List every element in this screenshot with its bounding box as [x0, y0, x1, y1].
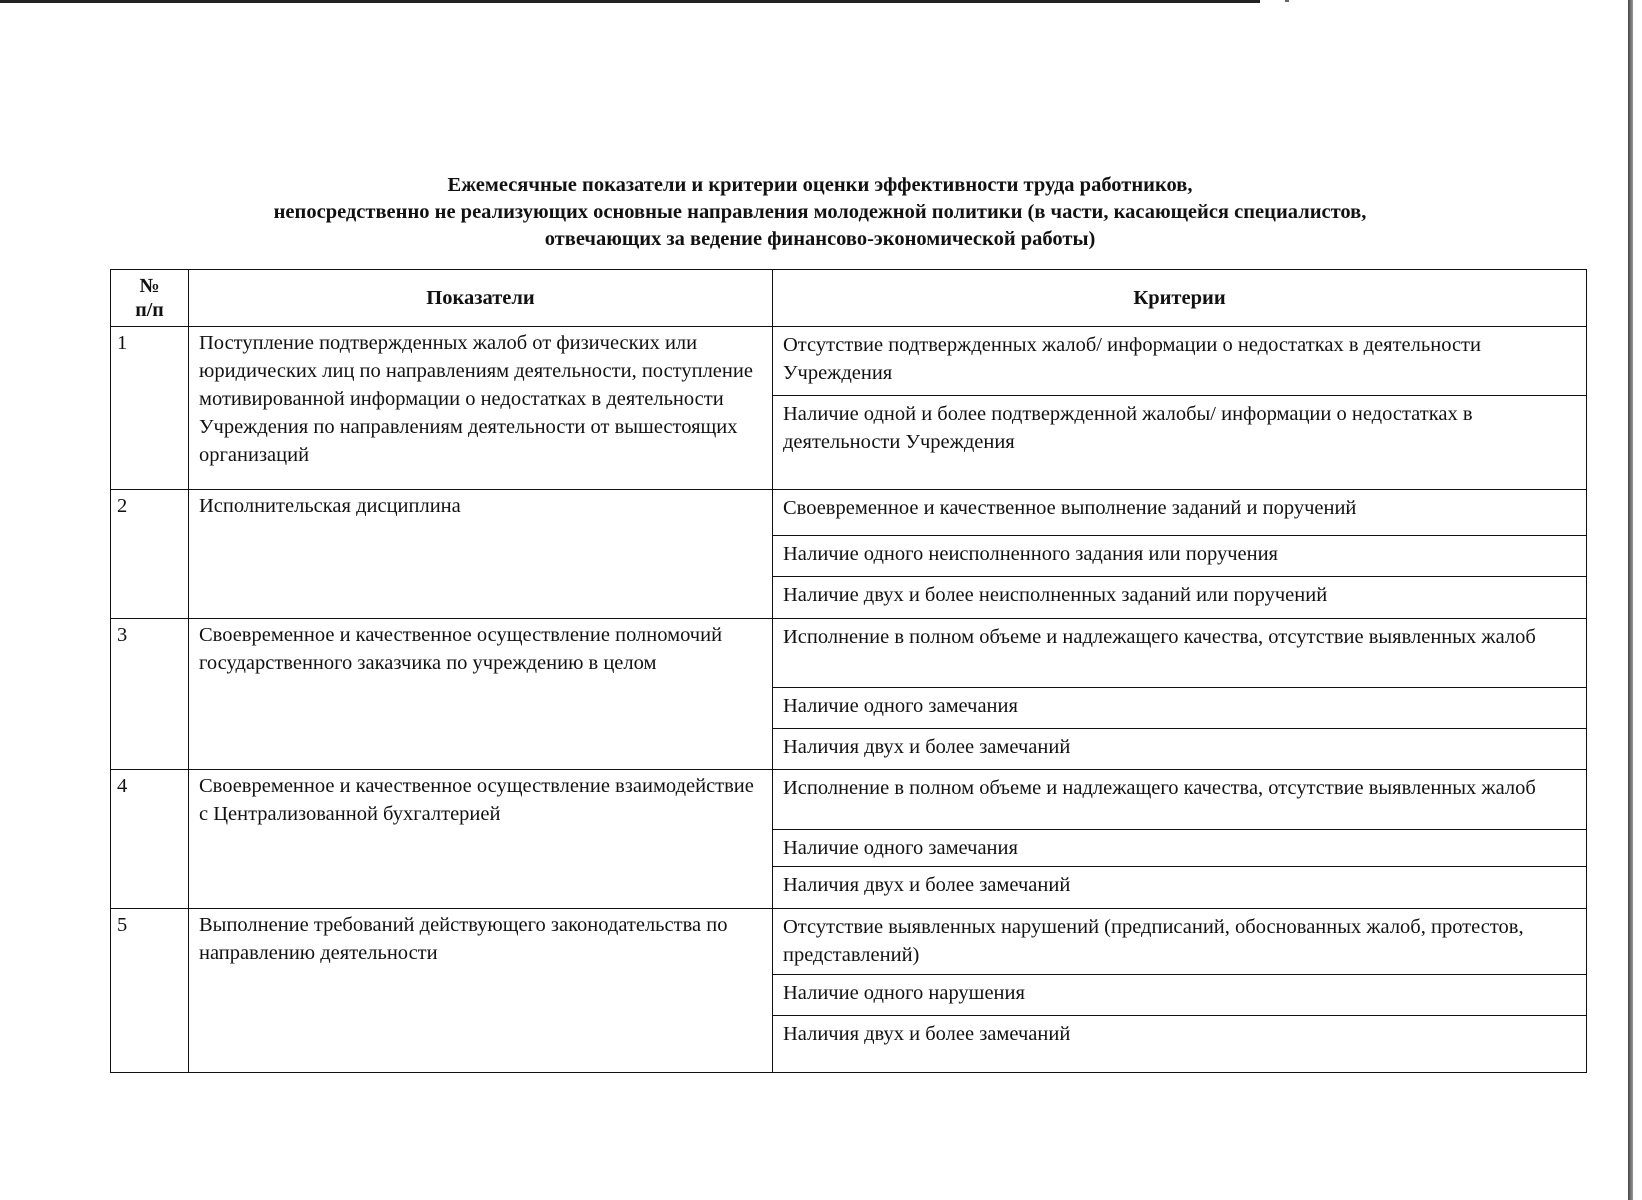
table-row — [111, 490, 1587, 619]
criteria-item: Наличие одного замечания — [773, 830, 1586, 867]
criteria-list — [773, 490, 1586, 618]
criteria-item: Своевременное и качественное выполнение заданий и поручений — [773, 490, 1586, 536]
criteria-item: Исполнение в полном объеме и надлежащего качества, отсутствие выявленных жалоб — [773, 770, 1586, 830]
table-header-row — [111, 270, 1587, 327]
header-num-symbol: № — [139, 275, 160, 297]
criteria-item: Отсутствие подтвержденных жалоб/ информации о недостатках в деятельности Учреждения — [773, 327, 1586, 396]
criteria-table — [110, 269, 1587, 1073]
criteria-item: Наличия двух и более замечаний — [783, 1023, 1071, 1045]
title-line-1: Ежемесячные показатели и критерии оценки эффективности труда работников, — [447, 174, 1193, 196]
criteria-list — [773, 327, 1586, 489]
criteria-cell — [773, 770, 1587, 909]
scan-top-border-line — [0, 0, 1260, 3]
indicator-cell: Исполнительская дисциплина — [189, 490, 773, 619]
row-number: 1 — [111, 327, 189, 490]
criteria-item: Наличие двух и более неисполненных заданий или поручений — [783, 584, 1328, 606]
indicator-cell: Поступление подтвержденных жалоб от физических или юридических лиц по направлениям деятельности, поступление мотивированной информации о недостатках в деятельности Учреждения по направлениям деятельности от вышестоящих организаций — [189, 327, 773, 490]
row-number: 3 — [111, 619, 189, 770]
header-criteria: Критерии — [773, 270, 1587, 327]
header-num — [111, 270, 189, 327]
criteria-cell — [773, 490, 1587, 619]
indicator-cell: Выполнение требований действующего законодательства по направлению деятельности — [189, 909, 773, 1073]
criteria-list — [773, 770, 1586, 908]
row-number: 5 — [111, 909, 189, 1073]
table-row — [111, 770, 1587, 909]
table-row — [111, 327, 1587, 490]
row-number: 4 — [111, 770, 189, 909]
title-line-3: отвечающих за ведение финансово-экономической работы) — [544, 228, 1096, 250]
indicator-cell: Своевременное и качественное осуществление полномочий государственного заказчика по учреждению в целом — [189, 619, 773, 770]
header-indicators: Показатели — [189, 270, 773, 327]
criteria-list — [773, 619, 1586, 769]
row-number: 2 — [111, 490, 189, 619]
criteria-item: Наличие одного нарушения — [773, 975, 1586, 1016]
scan-right-edge-shadow — [1628, 0, 1633, 1200]
scan-speck — [1285, 0, 1289, 2]
criteria-cell — [773, 619, 1587, 770]
table-row — [111, 909, 1587, 1073]
indicator-cell: Своевременное и качественное осуществление взаимодействие с Централизованной бухгалтерией — [189, 770, 773, 909]
criteria-item: Наличия двух и более замечаний — [783, 874, 1071, 896]
criteria-item: Исполнение в полном объеме и надлежащего качества, отсутствие выявленных жалоб — [773, 619, 1586, 688]
title-line-2: непосредственно не реализующих основные направления молодежной политики (в части, касающейся специалистов, — [273, 201, 1367, 223]
criteria-cell — [773, 909, 1587, 1073]
criteria-cell — [773, 327, 1587, 490]
criteria-item: Наличие одной и более подтвержденной жалобы/ информации о недостатках в деятельности Учреждения — [783, 403, 1473, 453]
criteria-item: Отсутствие выявленных нарушений (предписаний, обоснованных жалоб, протестов, представлений) — [773, 909, 1586, 975]
document-title — [110, 172, 1530, 253]
criteria-item: Наличие одного замечания — [773, 688, 1586, 729]
criteria-item: Наличия двух и более замечаний — [783, 736, 1071, 758]
table-body — [111, 327, 1587, 1073]
header-num-abbrev: п/п — [135, 299, 164, 321]
criteria-list — [773, 909, 1586, 1072]
criteria-item: Наличие одного неисполненного задания или поручения — [773, 536, 1586, 577]
table-row — [111, 619, 1587, 770]
